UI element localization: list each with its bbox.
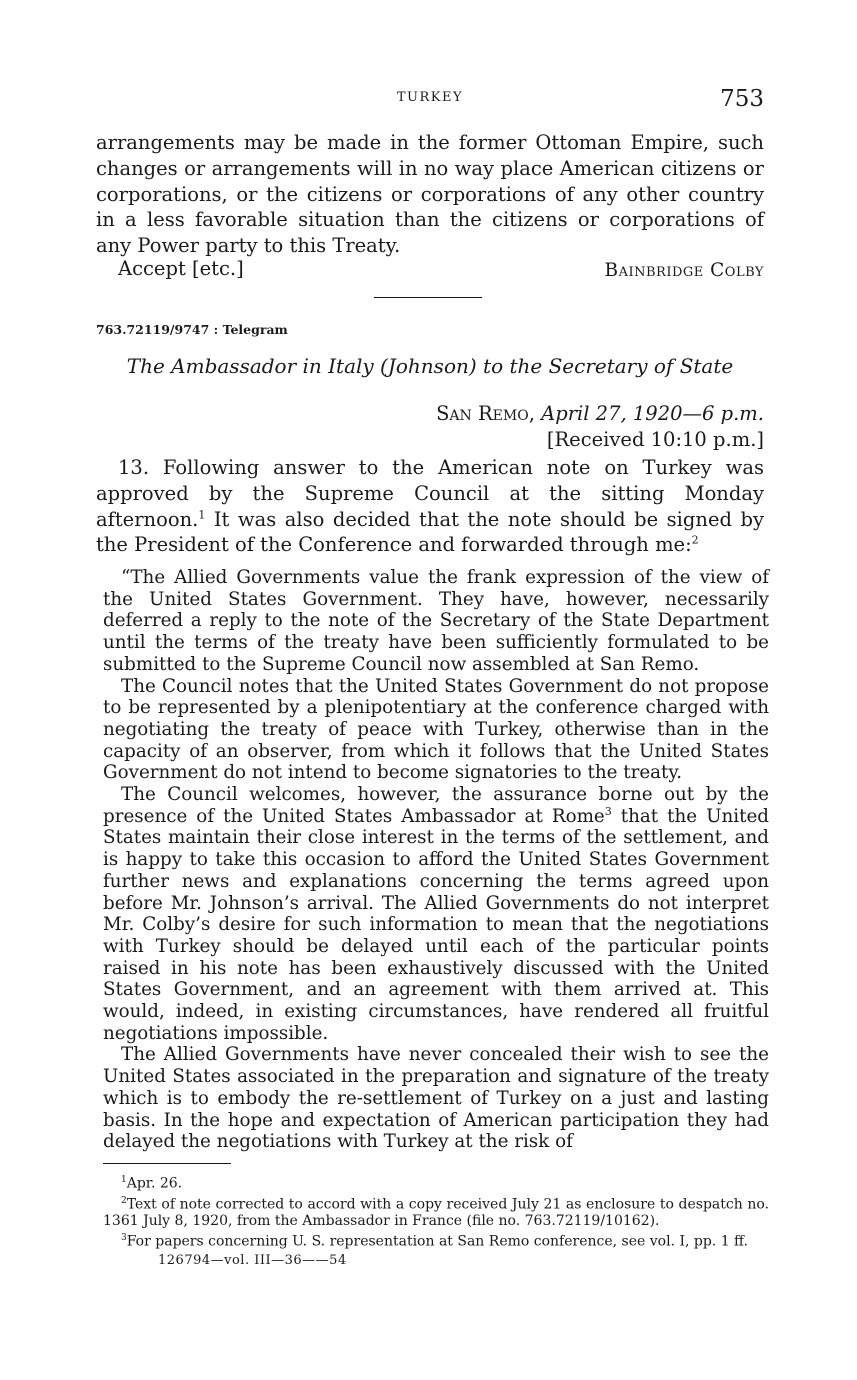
dateline	[436, 402, 764, 425]
closing-accept: Accept [etc.]	[118, 257, 244, 280]
footnote-ref-1: 1	[198, 508, 206, 522]
footnote-2-mark: 2	[121, 1195, 127, 1206]
footnote-3-text: For papers concerning U. S. representation at San Remo conference, see vol. I, pp. 1 ff.	[126, 1233, 748, 1250]
continued-paragraph-text: arrangements may be made in the former Ottoman Empire, such changes or arrangements will in no way place American citizens or corporations, or the citizens or corporations of any other country in a less favorable situation than the citizens or corporations of any Power party to this Treaty.	[96, 131, 764, 258]
file-number: 763.72119/9747 : Telegram	[96, 322, 288, 337]
footnote-1-mark: 1	[121, 1175, 127, 1185]
page-header	[96, 86, 764, 116]
document-title: The Ambassador in Italy (Johnson) to the Secretary of State	[126, 354, 734, 378]
quoted-note	[103, 567, 769, 1153]
dateline-place: San Remo,	[436, 402, 535, 425]
footnote-2	[103, 1193, 769, 1231]
footnote-2-text: Text of note corrected to accord with a copy received July 21 as enclosure to despatch no. 1361 July 8, 1920, from the Ambassador in France (file no. 763.72119/10162).	[103, 1196, 769, 1230]
quote-paragraph-3-part1: The Council welcomes, however, the assurance borne out by the presence of the United States Ambassador at Rome	[103, 784, 769, 827]
telegram-paragraph	[96, 455, 764, 558]
footnote-3	[103, 1230, 769, 1251]
dateline-date: April 27, 1920—6 p.m.	[541, 402, 764, 425]
received-time: [Received 10:10 p.m.]	[546, 428, 764, 451]
printer-line: 126794—vol. III—36——54	[158, 1253, 347, 1268]
running-head: TURKEY	[396, 90, 464, 105]
footnote-3-mark: 3	[121, 1233, 127, 1244]
quote-paragraph-4: The Allied Governments have never concealed their wish to see the United States associated in the preparation and signature of the treaty which is to embody the re-settlement of Turkey on a just and lasting basis. In the hope and expectation of American participation they had delayed the negotiations with Turkey at the risk of	[103, 1044, 769, 1153]
signature: Bainbridge Colby	[604, 260, 764, 281]
footnote-ref-3: 3	[604, 804, 612, 818]
footnote-ref-2: 2	[691, 533, 699, 547]
page-number: 753	[720, 86, 764, 112]
quote-paragraph-3-part2: that the United States maintain their close interest in the terms of the settlement, and is happy to take this occasion to afford the United States Government further news and explanations concerning the terms agreed upon before Mr. Johnson’s arrival. The Allied Governments do not interpret Mr. Colby’s desire for such information to mean that the negotiations with Turkey should be delayed until each of the particular points raised in his note has been exhaustively discussed with the United States Government, and an agreement with them arrived at. This would, indeed, in existing circumstances, have rendered all fruitful negotiations impossible.	[103, 805, 769, 1044]
quote-paragraph-3	[103, 784, 769, 1044]
continued-paragraph	[96, 130, 764, 259]
footnote-1	[103, 1172, 769, 1193]
telegram-text-part2: It was also decided that the note should be signed by the President of the Conference and forwarded through me:	[96, 507, 764, 557]
quote-paragraph-1: “The Allied Governments value the frank expression of the view of the United States Government. They have, however, necessarily deferred a reply to the note of the Secretary of the State Department until the terms of the treaty have been sufficiently formulated to be submitted to the Supreme Council now assembled at San Remo.	[103, 567, 769, 675]
telegram-text-part1: 13. Following answer to the American note on Turkey was approved by the Supreme Council at the sitting Monday afternoon.	[96, 456, 764, 531]
footnote-1-text: Apr. 26.	[126, 1175, 183, 1192]
section-divider	[374, 297, 482, 298]
quote-paragraph-2: The Council notes that the United States Government do not propose to be represented by a plenipotentiary at the conference charged with negotiating the treaty of peace with Turkey, otherwise than in the capacity of an observer, from which it follows that the United States Government do not intend to become signatories to the treaty.	[103, 675, 769, 784]
footnotes	[103, 1172, 769, 1251]
telegram-paragraph-text	[96, 455, 764, 558]
footnote-divider	[103, 1163, 231, 1164]
